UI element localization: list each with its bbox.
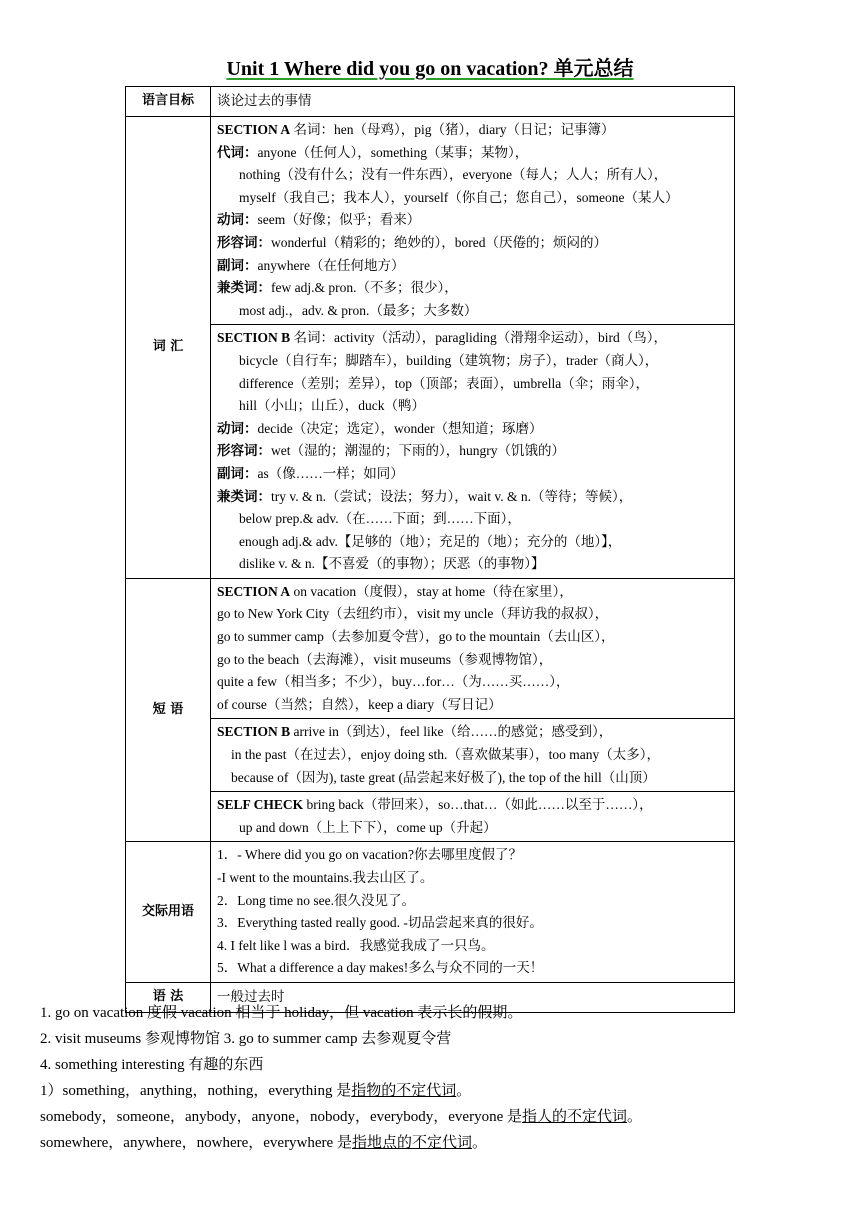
dialogue-line: 5．What a difference a day makes!多么与众不同的一天！ <box>217 960 544 976</box>
note-text: 。 <box>627 1109 643 1125</box>
line-text: of course（当然；自然），keep a diary（写日记） <box>217 696 502 712</box>
content-line <box>217 649 728 672</box>
content-line <box>217 671 728 694</box>
content-line <box>217 794 728 817</box>
line-text: seem（好像；似乎；看来） <box>257 212 421 228</box>
content-line <box>217 373 728 396</box>
content-line <box>217 209 728 232</box>
table-row <box>126 117 735 325</box>
table-row <box>126 792 735 842</box>
content-line <box>217 277 728 300</box>
line-text: 名词：activity（活动），paragliding（滑翔伞运动），bird（鸟）， <box>290 330 667 346</box>
note-underline: 指地点的不定代词 <box>351 1135 472 1151</box>
line-heading: 代词： <box>217 144 258 160</box>
page-title: Unit 1 Where did you go on vacation? 单元总结 <box>226 58 634 80</box>
dialogue-lines <box>211 842 735 983</box>
line-text: enough adj.& adv.【足够的（地）；充足的（地）；充分的（地）】， <box>239 533 622 549</box>
grammar-text: 一般过去时 <box>211 982 735 1012</box>
content-line <box>217 553 728 576</box>
table-row <box>126 719 735 792</box>
note-text: 。 <box>471 1135 487 1151</box>
content-line <box>217 164 728 187</box>
content-line <box>217 626 728 649</box>
content-line <box>217 508 728 531</box>
content-line <box>217 463 728 486</box>
line-heading: SECTION A <box>217 583 291 599</box>
content-line <box>217 187 728 210</box>
line-text: below prep.& adv.（在……下面；到……下面）， <box>239 511 521 527</box>
note-text: somewhere，anywhere，nowhere，everywhere 是 <box>40 1135 352 1151</box>
content-line <box>217 255 728 278</box>
table-row <box>126 578 735 719</box>
goal-text: 谈论过去的事情 <box>211 87 735 117</box>
line-heading: SELF CHECK <box>217 797 304 813</box>
content-line <box>217 603 728 626</box>
dialogue-line: 1．- Where did you go on vacation?你去哪里度假了？ <box>217 847 522 863</box>
line-text: go to New York City（去纽约市），visit my uncle（拜访我的叔叔）， <box>217 606 609 622</box>
content-line <box>217 300 728 323</box>
line-text: as（像……一样；如同） <box>257 465 404 481</box>
content-line <box>217 142 728 165</box>
line-text: difference（差别；差异），top（顶部；表面），umbrella（伞；雨伞）， <box>239 375 649 391</box>
line-text: wet（湿的；潮湿的；下雨的），hungry（饥饿的） <box>271 443 565 459</box>
line-text: decide（决定；选定），wonder（想知道；琢磨） <box>257 420 543 436</box>
phrases-section-a <box>211 578 735 719</box>
note-line <box>40 1130 840 1156</box>
content-line <box>217 744 728 767</box>
line-heading: 动词： <box>217 212 258 228</box>
line-text: in the past（在过去），enjoy doing sth.（喜欢做某事），too many（太多）， <box>231 747 660 763</box>
line-heading: 兼类词： <box>217 280 271 296</box>
phrases-section-b <box>211 719 735 792</box>
line-text: nothing（没有什么；没有一件东西），everyone（每人；人人；所有人）， <box>239 167 668 183</box>
content-line <box>217 531 728 554</box>
dialogue-label: 交际用语 <box>126 842 211 983</box>
dialogue-line: 4. I felt like l was a bird．我感觉我成了一只鸟。 <box>217 937 495 953</box>
table-row <box>126 325 735 579</box>
note-underline: 指人的不定代词 <box>522 1109 628 1125</box>
line-text: go to the beach（去海滩），visit museums（参观博物馆）， <box>217 651 553 667</box>
note-text: 1）something，anything，nothing，everything 是 <box>40 1083 352 1099</box>
note-line <box>40 1104 840 1130</box>
phrases-label: 短 语 <box>126 578 211 842</box>
line-heading: 形容词： <box>217 234 271 250</box>
content-line <box>217 119 728 142</box>
content-line <box>217 350 728 373</box>
line-heading: SECTION A <box>217 122 291 137</box>
content-line <box>217 418 728 441</box>
note-underline: 指物的不定代词 <box>351 1083 457 1099</box>
vocab-section-a <box>211 117 735 325</box>
notes <box>40 1000 840 1156</box>
line-text: myself（我自己；我本人），yourself（你自己；您自己），someone（某人） <box>239 189 679 205</box>
table-row <box>126 842 735 983</box>
line-text: anyone（任何人），something（某事；某物）， <box>257 144 529 160</box>
line-text: because of（因为), taste great (品尝起来好极了), the top of the hill（山顶） <box>231 769 656 785</box>
line-text: anywhere（在任何地方） <box>257 257 405 273</box>
content-line <box>217 395 728 418</box>
note-line: 4. something interesting 有趣的东西 <box>40 1057 264 1073</box>
line-heading: 形容词： <box>217 443 271 459</box>
table-row <box>126 87 735 117</box>
note-line: 1. go on vacation 度假 vacation 相当于 holiday，但 vacation 表示长的假期。 <box>40 1005 523 1021</box>
dialogue-line: 3．Everything tasted really good. -切品尝起来真的很好。 <box>217 915 543 931</box>
content-line <box>217 721 728 744</box>
line-heading: SECTION B <box>217 724 291 740</box>
content-line <box>217 767 728 790</box>
grammar-label: 语 法 <box>126 982 211 1012</box>
line-text: arrive in（到达），feel like（给……的感觉；感受到）， <box>290 724 613 740</box>
content-line <box>217 486 728 509</box>
note-line <box>40 1078 840 1104</box>
note-line: 2. visit museums 参观博物馆 3. go to summer camp 去参观夏令营 <box>40 1031 452 1047</box>
goal-label: 语言目标 <box>126 87 211 117</box>
line-text: dislike v. & n.【不喜爱（的事物）；厌恶（的事物）】 <box>239 556 545 572</box>
line-text: few adj.& pron.（不多；很少）， <box>271 280 458 296</box>
note-text: somebody，someone，anybody，anyone，nobody，everybody，everyone 是 <box>40 1109 522 1125</box>
line-heading: 副词： <box>217 257 258 273</box>
line-heading: 兼类词： <box>217 488 271 504</box>
content-line <box>217 694 728 717</box>
line-heading: SECTION B <box>217 330 291 346</box>
line-text: most adj.，adv. & pron.（最多；大多数） <box>239 302 478 318</box>
line-text: try v. & n.（尝试；设法；努力），wait v. & n.（等待；等候）， <box>271 488 633 504</box>
content-line <box>217 581 728 604</box>
content-line <box>217 232 728 255</box>
dialogue-line: -I went to the mountains.我去山区了。 <box>217 870 434 885</box>
vocab-label: 词 汇 <box>126 117 211 579</box>
line-heading: 副词： <box>217 465 258 481</box>
content-line <box>217 817 728 840</box>
line-text: on vacation（度假），stay at home（待在家里）， <box>290 583 573 599</box>
content-line <box>217 327 728 350</box>
note-text: 。 <box>456 1083 472 1099</box>
line-text: bicycle（自行车；脚踏车），building（建筑物；房子），trader（商人）， <box>239 352 659 368</box>
phrases-self-check <box>211 792 735 842</box>
line-text: go to summer camp（去参加夏令营），go to the mountain（去山区）， <box>217 629 615 645</box>
line-text: quite a few（相当多；不少），buy…for…（为……买……）， <box>217 674 570 690</box>
line-heading: 动词： <box>217 420 258 436</box>
content-line <box>217 440 728 463</box>
line-text: wonderful（精彩的；绝妙的），bored（厌倦的；烦闷的） <box>271 234 607 250</box>
line-text: 名词：hen（母鸡），pig（猪），diary（日记；记事簿） <box>290 122 615 137</box>
line-text: hill（小山；山丘），duck（鸭） <box>239 398 425 414</box>
line-text: bring back（带回来），so…that…（如此……以至于……）， <box>303 797 653 813</box>
dialogue-line: 2．Long time no see.很久没见了。 <box>217 892 415 908</box>
summary-table <box>125 86 735 1013</box>
vocab-section-b <box>211 325 735 579</box>
line-text: up and down（上上下下），come up（升起） <box>239 819 497 835</box>
